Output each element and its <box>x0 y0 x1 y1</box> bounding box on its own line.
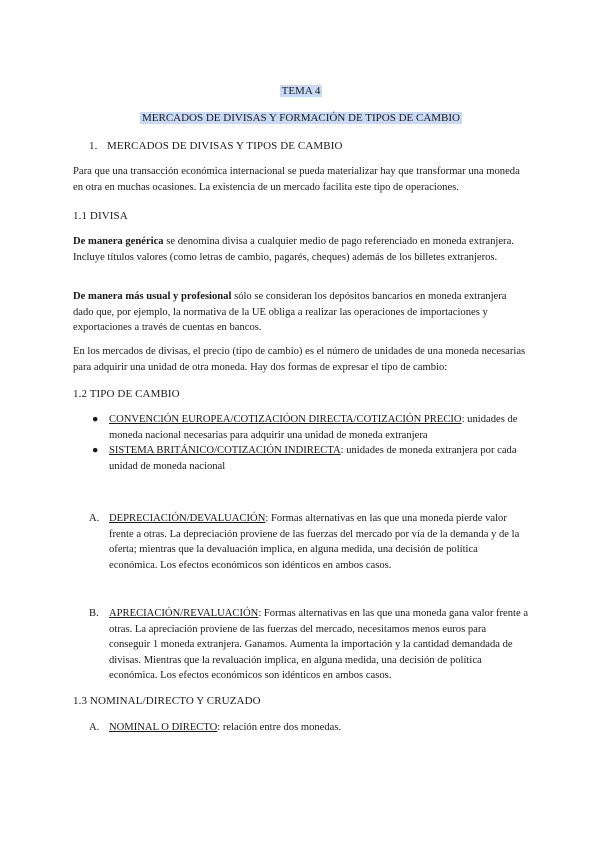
section-1-2-heading: 1.2 TIPO DE CAMBIO <box>73 388 180 400</box>
divisa-generic-paragraph: De manera genérica se denomina divisa a cualquier medio de pago referenciado en moneda extranjera. Incluye títulos valores (como letras de cambio, pagarés, cheques) además de los billetes extranjeros. <box>73 236 514 263</box>
bullet-item-british: SISTEMA BRITÁNICO/COTIZACIÓN INDIRECTA: unidades de moneda extranjera por cada unidad de moneda nacional <box>109 445 517 472</box>
section-1-1-heading: 1.1 DIVISA <box>73 210 128 222</box>
list-item-depreciation: DEPRECIACIÓN/DEVALUACIÓN: Formas alternativas en las que una moneda pierde valor frente a otras. La depreciación proviene de las fuerzas del mercado por vía de la demanda y de la oferta; mientras que la devaluación implica, en alguna medida, una decisión de política económica. Los efectos económicos son idénticos en ambos casos. <box>109 513 520 571</box>
exchange-rate-paragraph: En los mercados de divisas, el precio (tipo de cambio) es el número de unidades de una moneda necesarias para adquirir una unidad de otra moneda. Hay dos formas de expresar el tipo de cambio: <box>73 346 526 373</box>
document-title: TEMA 4 <box>281 85 321 97</box>
section-1-heading: 1. MERCADOS DE DIVISAS Y TIPOS DE CAMBIO <box>89 140 343 152</box>
bullet-icon: ● <box>92 414 99 425</box>
list-marker-b: B. <box>89 608 99 619</box>
list-item-nominal: NOMINAL O DIRECTO: relación entre dos monedas. <box>109 722 342 733</box>
list-marker-a: A. <box>89 513 100 524</box>
bullet-icon: ● <box>92 445 99 456</box>
document-subtitle: MERCADOS DE DIVISAS Y FORMACIÓN DE TIPOS DE CAMBIO <box>141 112 460 124</box>
section-1-3-heading: 1.3 NOMINAL/DIRECTO Y CRUZADO <box>73 695 261 707</box>
divisa-professional-paragraph: De manera más usual y profesional sólo se consideran los depósitos bancarios en moneda extranjera dado que, por ejemplo, la normativa de la UE obliga a realizar las operaciones de importaciones y exportaciones a través de cuentas en bancos. <box>73 291 507 333</box>
list-marker-a-nominal: A. <box>89 722 100 733</box>
bullet-item-european: CONVENCIÓN EUROPEA/COTIZACIÓON DIRECTA/COTIZACIÓN PRECIO: unidades de moneda nacional necesarias para adquirir una unidad de moneda extranjera <box>109 414 518 441</box>
section-1-paragraph: Para que una transacción económica internacional se pueda materializar hay que transformar una moneda en otra en muchas ocasiones. La existencia de un mercado facilita este tipo de operaciones. <box>73 166 520 193</box>
list-item-appreciation: APRECIACIÓN/REVALUACIÓN: Formas alternativas en las que una moneda gana valor frente a otras. La apreciación proviene de las fuerzas del mercado, necesitamos menos euros para conseguir 1 moneda extranjera. Ganamos. Aumenta la importación y la cantidad demandada de divisas. Mientras que la revaluación implica, en alguna medida, una decisión de política económica. Los efectos económicos son idénticos en ambos casos. <box>109 608 529 681</box>
